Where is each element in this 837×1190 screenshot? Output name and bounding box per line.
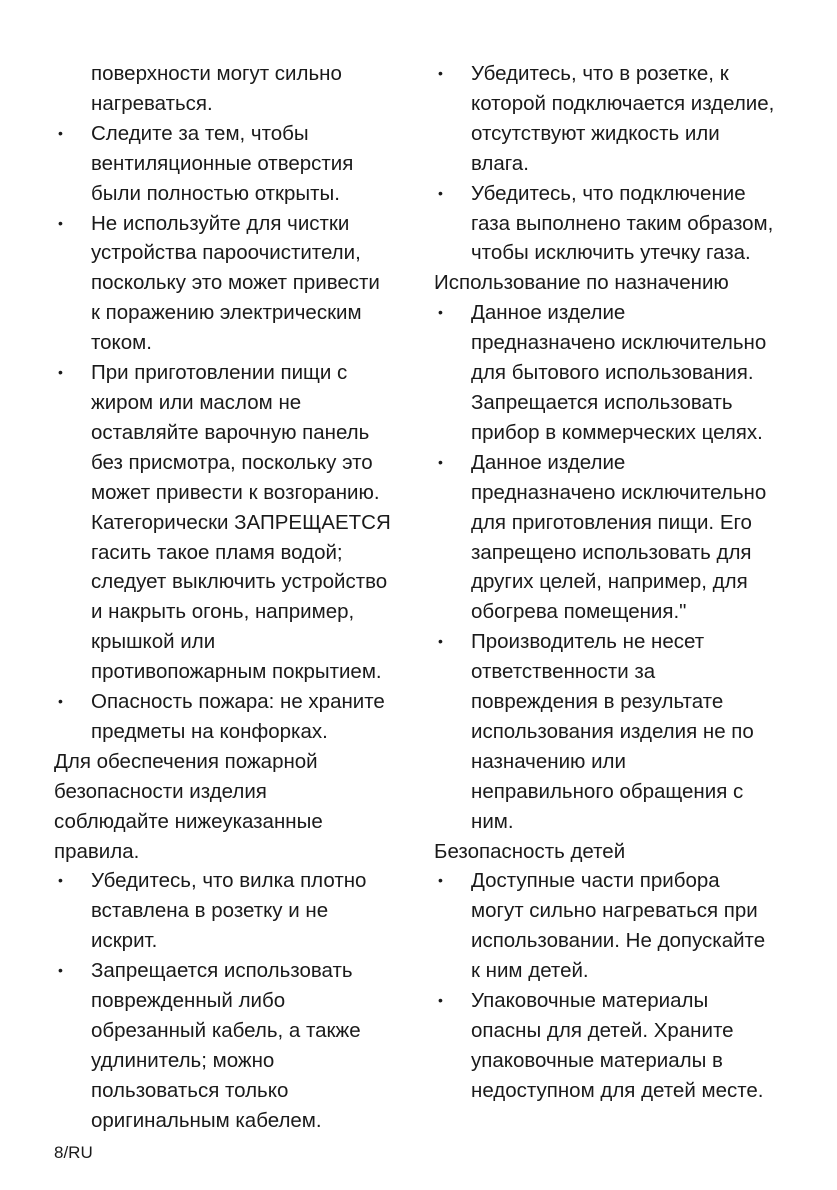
bullet-item: • Не используйте для чистки устройства пароочистители, поскольку это может привести к поражению электрическим током. <box>54 209 414 359</box>
heading-child-safety: Безопасность детей <box>434 839 626 863</box>
bullet-item: • Данное изделие предназначено исключительно для бытового использования. Запрещается использовать прибор в коммерческих целях. <box>434 298 794 448</box>
left-column <box>54 59 414 1136</box>
bullet-item: • Упаковочные материалы опасны для детей. Храните упаковочные материалы в недоступном для детей месте. <box>434 986 794 1106</box>
heading-intended-use: Использование по назначению <box>434 271 729 295</box>
bullet-item: • Данное изделие предназначено исключительно для приготовления пищи. Его запрещено использовать для других целей, например, для обогрева помещения." <box>434 448 794 627</box>
bullet-icon: • <box>58 214 63 231</box>
page-number: 8/RU <box>54 1143 93 1162</box>
bullet-item: • Опасность пожара: не храните предметы на конфорках. <box>54 687 414 747</box>
right-column <box>434 59 794 1106</box>
bullet-item: • Следите за тем, чтобы вентиляционные отверстия были полностью открыты. <box>54 119 414 209</box>
fire-safety-intro: Для обеспечения пожарной безопасности изделия соблюдайте нижеуказанные правила. <box>54 749 323 863</box>
bullet-item: • Запрещается использовать поврежденный либо обрезанный кабель, а также удлинитель; можно пользоваться только оригинальным кабелем. <box>54 956 414 1135</box>
bullet-icon: • <box>438 304 443 321</box>
bullet-icon: • <box>58 693 63 710</box>
bullet-item: • Убедитесь, что в розетке, к которой подключается изделие, отсутствуют жидкость или влага. <box>434 59 794 179</box>
bullet-item: • Убедитесь, что подключение газа выполнено таким образом, чтобы исключить утечку газа. <box>434 179 794 269</box>
intro-continuation: поверхности могут сильно нагреваться. <box>91 62 342 115</box>
bullet-item: • Убедитесь, что вилка плотно вставлена в розетку и не искрит. <box>54 866 414 956</box>
bullet-icon: • <box>58 124 63 141</box>
bullet-icon: • <box>58 872 63 889</box>
bullet-item: • Производитель не несет ответственности за повреждения в результате использования изделия не по назначению или неправильного обращения с ним. <box>434 627 794 836</box>
bullet-item: • Доступные части прибора могут сильно нагреваться при использовании. Не допускайте к ним детей. <box>434 866 794 986</box>
bullet-icon: • <box>438 184 443 201</box>
bullet-item: • При приготовлении пищи с жиром или маслом не оставляйте варочную панель без присмотра, поскольку это может привести к возгоранию. Категорически ЗАПРЕЩАЕТСЯ гасить такое пламя водой; следует выключить устройство и накрыть огонь, например, крышкой или противопожарным покрытием. <box>54 358 414 687</box>
bullet-icon: • <box>438 992 443 1009</box>
bullet-icon: • <box>438 65 443 81</box>
bullet-icon: • <box>58 364 63 381</box>
bullet-icon: • <box>58 962 63 979</box>
bullet-icon: • <box>438 872 443 889</box>
bullet-icon: • <box>438 453 443 470</box>
bullet-icon: • <box>438 633 443 650</box>
